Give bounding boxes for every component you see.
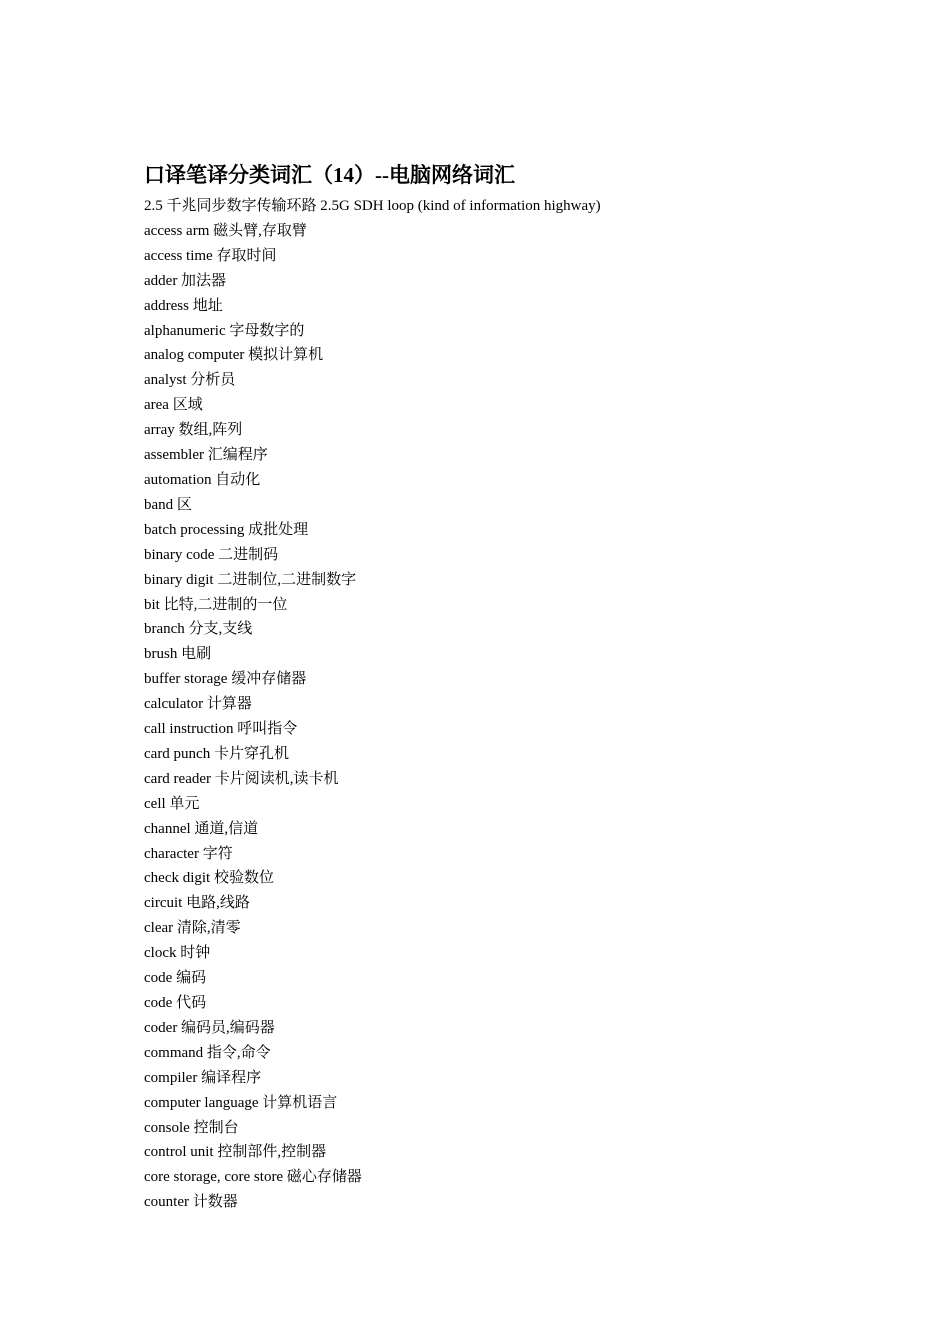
glossary-entry: circuit 电路,线路 bbox=[144, 895, 250, 912]
glossary-entry: buffer storage 缓冲存储器 bbox=[144, 671, 307, 688]
glossary-entry: access arm 磁头臂,存取臂 bbox=[144, 222, 307, 239]
glossary-entry: adder 加法器 bbox=[144, 272, 227, 289]
glossary-entry: automation 自动化 bbox=[144, 471, 261, 488]
glossary-entry: card reader 卡片阅读机,读卡机 bbox=[144, 770, 339, 787]
glossary-entry: code 编码 bbox=[144, 970, 207, 987]
glossary-entry: binary digit 二进制位,二进制数字 bbox=[144, 571, 357, 588]
document-title: 口译笔译分类词汇（14）--电脑网络词汇 bbox=[144, 163, 515, 187]
glossary-entry: cell 单元 bbox=[144, 795, 200, 812]
glossary-entry: core storage, core store 磁心存储器 bbox=[144, 1169, 362, 1186]
glossary-entry: array 数组,阵列 bbox=[144, 422, 243, 439]
glossary-entry: console 控制台 bbox=[144, 1119, 239, 1136]
glossary-entry: counter 计数器 bbox=[144, 1194, 238, 1211]
glossary-entry: analog computer 模拟计算机 bbox=[144, 347, 324, 364]
glossary-entry: batch processing 成批处理 bbox=[144, 521, 309, 538]
glossary-entry: branch 分支,支线 bbox=[144, 621, 253, 638]
glossary-entry: bit 比特,二进制的一位 bbox=[144, 596, 288, 613]
glossary-entry: card punch 卡片穿孔机 bbox=[144, 745, 289, 762]
glossary-entry: brush 电刷 bbox=[144, 646, 212, 663]
glossary-entry: 2.5 千兆同步数字传输环路 2.5G SDH loop (kind of information highway) bbox=[144, 198, 601, 214]
glossary-entry: assembler 汇编程序 bbox=[144, 447, 268, 464]
glossary-entry: calculator 计算器 bbox=[144, 696, 252, 713]
document-page bbox=[144, 158, 844, 1215]
glossary-entry: channel 通道,信道 bbox=[144, 820, 259, 837]
glossary-entry: band 区 bbox=[144, 496, 192, 513]
glossary-entry: command 指令,命令 bbox=[144, 1044, 271, 1061]
glossary-entry: alphanumeric 字母数字的 bbox=[144, 322, 305, 339]
glossary-entry: compiler 编译程序 bbox=[144, 1069, 262, 1086]
glossary-entry: call instruction 呼叫指令 bbox=[144, 721, 298, 738]
glossary-list bbox=[144, 194, 844, 1215]
glossary-entry: clear 清除,清零 bbox=[144, 920, 241, 937]
glossary-entry: computer language 计算机语言 bbox=[144, 1094, 338, 1111]
glossary-entry: binary code 二进制码 bbox=[144, 546, 279, 563]
glossary-entry: analyst 分析员 bbox=[144, 372, 236, 389]
glossary-entry: access time 存取时间 bbox=[144, 247, 277, 264]
glossary-entry: address 地址 bbox=[144, 297, 223, 314]
glossary-entry: check digit 校验数位 bbox=[144, 870, 274, 887]
glossary-entry: coder 编码员,编码器 bbox=[144, 1019, 275, 1036]
glossary-entry: code 代码 bbox=[144, 995, 207, 1011]
glossary-entry: character 字符 bbox=[144, 845, 233, 862]
glossary-entry: control unit 控制部件,控制器 bbox=[144, 1144, 327, 1161]
glossary-entry: area 区域 bbox=[144, 397, 203, 414]
glossary-entry: clock 时钟 bbox=[144, 945, 211, 962]
